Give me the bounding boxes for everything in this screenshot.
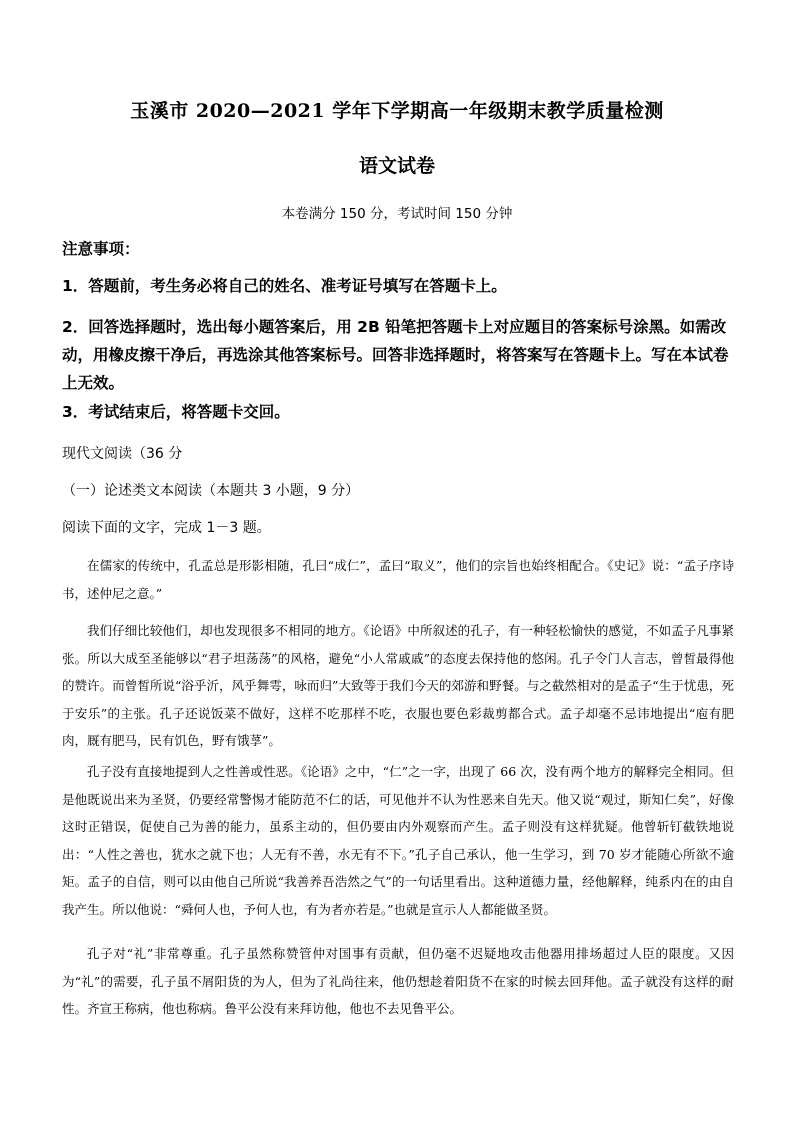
passage-paragraph-4: 孔子对“礼”非常尊重。孔子虽然称赞管仲对国事有贡献，但仍毫不迟疑地攻击他器用排场超过人臣的限度。又因为“礼”的需要，孔子虽不屑阳货的为人，但为了礼尚往来，他仍想趁着阳货不在家的时候去回拜他。孟子就没有这样的耐性。齐宣王称病，他也称病。鲁平公没有来拜访他，他也不去见鲁平公。: [62, 946, 734, 1016]
notice-item-2: 2．回答选择题时，选出每小题答案后，用 2B 铅笔把答题卡上对应题目的答案标号涂黑。如需改动，用橡皮擦干净后，再选涂其他答案标号。回答非选择题时，将答案写在答题卡上。写在本试卷上无效。: [62, 318, 729, 392]
passage-paragraph-3: 孔子没有直接地提到人之性善或性恶。《论语》之中，“仁”之一字，出现了 66 次，没有两个地方的解释完全相同。但是他既说出来为圣贤，仍要经常警惕才能防范不仁的话，可见他并不认为性恶来自先天。他又说“观过，斯知仁矣”，好像这时正错误，促使自己为善的能力，虽系主动的，但仍要由内外观察而产生。孟子则没有这样犹疑。他曾斩钉截铁地说出：“人性之善也，犹水之就下也；人无有不善，水无有不下。”孔子自己承认，他一生学习，到 70 岁才能随心所欲不逾矩。孟子的自信，则可以由他自己所说“我善养吾浩然之气”的一句话里看出。这种道德力量，经他解释，纯系内在的由自我产生。所以他说：“舜何人也，予何人也，有为者亦若是。”也就是宣示人人都能做圣贤。: [62, 764, 734, 917]
notice-heading: 注意事项：: [62, 240, 140, 258]
subsection-title: （一）论述类文本阅读（本题共 3 小题，9 分）: [62, 483, 360, 499]
notice-item-1: 1．答题前，考生务必将自己的姓名、准考证号填写在答题卡上。: [62, 277, 507, 295]
notice-item-3: 3．考试结束后，将答题卡交回。: [62, 403, 290, 421]
passage-paragraph-1: 在儒家的传统中，孔孟总是形影相随，孔曰“成仁”，孟曰“取义”，他们的宗旨也始终相配合。《史记》说：“孟子序诗书，述仲尼之意。”: [62, 558, 734, 601]
passage-paragraph-2: 我们仔细比较他们，却也发现很多不相同的地方。《论语》中所叙述的孔子，有一种轻松愉快的感觉，不如孟子凡事紧张。所以大成至圣能够以“君子坦荡荡”的风格，避免“小人常戚戚”的态度去保持他的悠闲。孔子令门人言志，曾皙最得他的赞许。而曾皙所说“浴乎沂，风乎舞雩，咏而归”大致等于我们今天的郊游和野餐。与之截然相对的是孟子“生于忧患，死于安乐”的主张。孔子还说饭菜不做好，这样不吃那样不吃，衣服也要色彩裁剪都合式。孟子却毫不忌讳地提出“庖有肥肉，厩有肥马，民有饥色，野有饿莩”。: [62, 623, 734, 748]
exam-title: 玉溪市 2020—2021 学年下学期高一年级期末教学质量检测: [130, 100, 664, 122]
exam-subtitle: 语文试卷: [358, 155, 435, 177]
section-title: 现代文阅读（36 分: [62, 446, 183, 462]
exam-info-line: 本卷满分 150 分，考试时间 150 分钟: [281, 206, 513, 222]
reading-instruction: 阅读下面的文字，完成 1－3 题。: [62, 520, 271, 536]
